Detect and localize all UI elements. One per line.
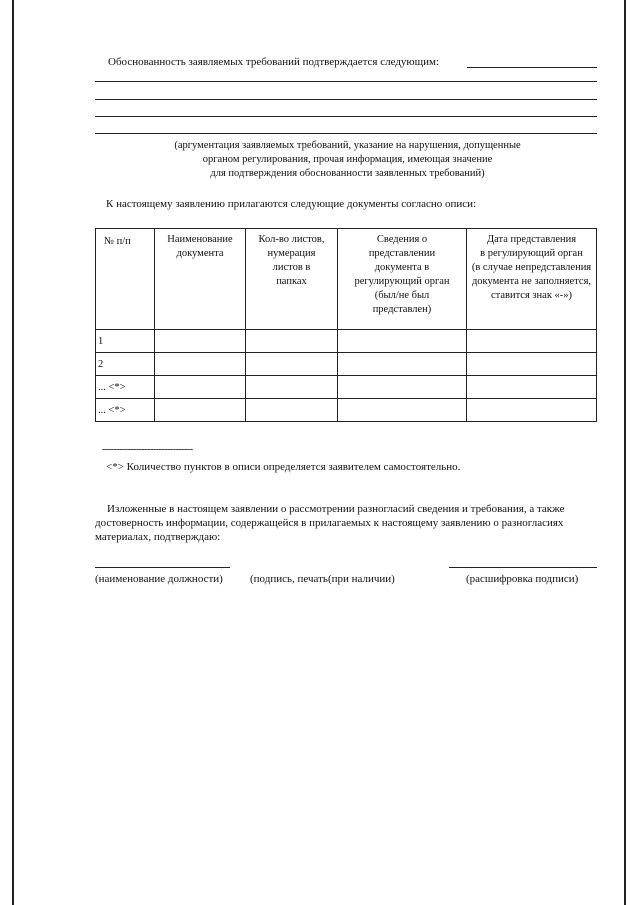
- argument-note-line: (аргументация заявляемых требований, указание на нарушения, допущенные: [174, 140, 521, 151]
- header-text: (был/не был: [374, 290, 430, 301]
- page-border-left: [12, 0, 14, 905]
- table-header-row: [96, 229, 597, 330]
- argument-note-line: для подтверждения обоснованности заявленных требований): [210, 168, 485, 179]
- justification-intro: Обоснованность заявляемых требований подтверждается следующим:: [108, 56, 440, 68]
- table-cell: [467, 399, 597, 422]
- header-text: (в случае непредставления: [471, 262, 592, 273]
- header-text: Сведения о: [376, 234, 428, 245]
- table-cell: [467, 353, 597, 376]
- signature-label: (подпись, печать(при наличии): [250, 573, 395, 585]
- decrypt-signature-line: [449, 567, 597, 568]
- justification-line-1: [95, 81, 597, 82]
- justification-line-2: [95, 99, 597, 100]
- attachments-intro: К настоящему заявлению прилагаются следующие документы согласно описи:: [106, 198, 477, 210]
- table-cell: [155, 399, 246, 422]
- justification-line-0: [467, 67, 597, 68]
- position-signature-line: [95, 567, 230, 568]
- header-text: документа в: [374, 262, 430, 273]
- table-cell: [467, 330, 597, 353]
- table-cell: [155, 353, 246, 376]
- confirmation-statement: Изложенные в настоящем заявлении о рассмотрении разногласий сведения и требования, а также достоверность информации, содержащейся в прилагаемых к настоящему заявлению о разногласиях материалах, подтверждаю:: [95, 503, 565, 543]
- table-cell: [338, 330, 467, 353]
- header-submission-date: [467, 229, 597, 330]
- documents-table: [95, 228, 597, 422]
- header-text: листов в: [272, 262, 311, 273]
- header-text: представлен): [372, 304, 432, 315]
- table-row: [96, 353, 597, 376]
- header-text: регулирующий орган: [354, 276, 450, 287]
- footnote: <*> Количество пунктов в описи определяется заявителем самостоятельно.: [106, 461, 461, 473]
- header-text: папках: [276, 276, 307, 287]
- header-text: в регулирующий орган: [480, 248, 583, 259]
- row-number: 1: [96, 330, 155, 353]
- table-cell: [338, 376, 467, 399]
- header-text: ставится знак «-»): [490, 290, 573, 301]
- table-cell: [155, 330, 246, 353]
- header-number: [96, 229, 155, 330]
- row-number: ... <*>: [96, 399, 155, 422]
- header-text: Кол-во листов,: [258, 234, 325, 245]
- argument-note: [95, 139, 600, 181]
- row-number: ... <*>: [96, 376, 155, 399]
- table-cell: [246, 353, 338, 376]
- table-cell: [338, 399, 467, 422]
- row-number: 2: [96, 353, 155, 376]
- table-cell: [155, 376, 246, 399]
- table-cell: [246, 376, 338, 399]
- justification-line-3: [95, 116, 597, 117]
- table-row: [96, 399, 597, 422]
- header-submission-info: [338, 229, 467, 330]
- header-text: представлении: [368, 248, 436, 259]
- decrypt-label: (расшифровка подписи): [466, 573, 579, 585]
- header-text: Дата представления: [486, 234, 577, 245]
- header-text: документа не заполняется,: [471, 276, 592, 287]
- position-label: (наименование должности): [95, 573, 223, 585]
- argument-note-line: органом регулирования, прочая информация, имеющая значение: [202, 154, 493, 165]
- footnote-separator: --------------------------------: [102, 444, 193, 455]
- table-cell: [467, 376, 597, 399]
- header-sheet-count: [246, 229, 338, 330]
- header-text: документа: [176, 248, 224, 259]
- table-cell: [246, 330, 338, 353]
- justification-line-4: [95, 133, 597, 134]
- page-border-right: [624, 0, 626, 905]
- header-text: Наименование: [167, 234, 233, 245]
- table-row: [96, 330, 597, 353]
- header-text: № п/п: [104, 236, 131, 247]
- header-document-name: [155, 229, 246, 330]
- table-cell: [246, 399, 338, 422]
- table-row: [96, 376, 597, 399]
- header-text: нумерация: [267, 248, 316, 259]
- table-cell: [338, 353, 467, 376]
